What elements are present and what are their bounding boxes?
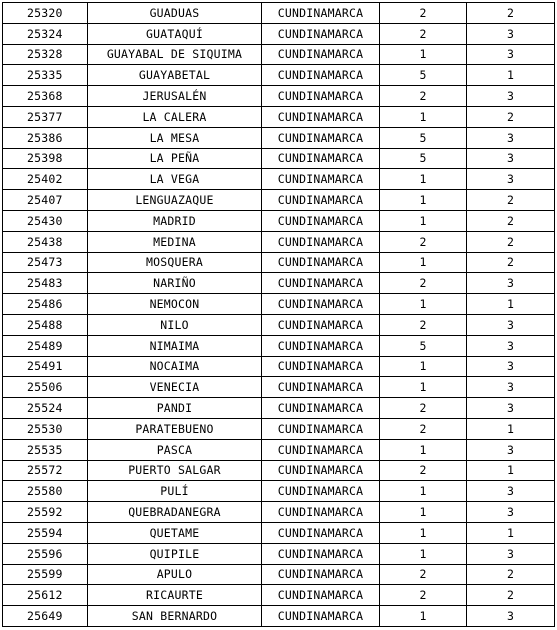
municipality-name-cell: LA MESA [88, 127, 262, 148]
value-b-cell: 1 [467, 460, 555, 481]
department-cell: CUNDINAMARCA [262, 65, 380, 86]
municipality-name-cell: LA VEGA [88, 169, 262, 190]
municipality-name-cell: QUETAME [88, 522, 262, 543]
table-row [3, 398, 555, 419]
municipality-code-cell: 25524 [3, 398, 88, 419]
municipality-name-cell: LENGUAZAQUE [88, 190, 262, 211]
value-a-cell: 1 [380, 377, 467, 398]
municipality-name-cell: MADRID [88, 210, 262, 231]
value-b-cell: 3 [467, 335, 555, 356]
municipality-code-cell: 25489 [3, 335, 88, 356]
table-row [3, 335, 555, 356]
department-cell: CUNDINAMARCA [262, 44, 380, 65]
municipality-name-cell: RICAURTE [88, 585, 262, 606]
table-row [3, 439, 555, 460]
table-row [3, 377, 555, 398]
table-row [3, 231, 555, 252]
value-a-cell: 1 [380, 190, 467, 211]
value-a-cell: 2 [380, 585, 467, 606]
department-cell: CUNDINAMARCA [262, 522, 380, 543]
value-b-cell: 2 [467, 252, 555, 273]
value-b-cell: 2 [467, 564, 555, 585]
value-a-cell: 2 [380, 314, 467, 335]
department-cell: CUNDINAMARCA [262, 418, 380, 439]
table-row [3, 564, 555, 585]
municipality-name-cell: PUERTO SALGAR [88, 460, 262, 481]
municipality-code-cell: 25596 [3, 543, 88, 564]
department-cell: CUNDINAMARCA [262, 377, 380, 398]
department-cell: CUNDINAMARCA [262, 439, 380, 460]
value-b-cell: 3 [467, 23, 555, 44]
municipality-name-cell: GUADUAS [88, 3, 262, 24]
value-b-cell: 2 [467, 585, 555, 606]
department-cell: CUNDINAMARCA [262, 148, 380, 169]
municipality-code-cell: 25580 [3, 481, 88, 502]
municipality-code-cell: 25572 [3, 460, 88, 481]
municipality-name-cell: PANDI [88, 398, 262, 419]
municipality-code-cell: 25535 [3, 439, 88, 460]
department-cell: CUNDINAMARCA [262, 3, 380, 24]
value-b-cell: 1 [467, 294, 555, 315]
department-cell: CUNDINAMARCA [262, 86, 380, 107]
value-b-cell: 3 [467, 314, 555, 335]
municipality-name-cell: SAN BERNARDO [88, 606, 262, 627]
department-cell: CUNDINAMARCA [262, 273, 380, 294]
table-row [3, 502, 555, 523]
value-a-cell: 5 [380, 335, 467, 356]
municipality-code-cell: 25491 [3, 356, 88, 377]
table-row [3, 314, 555, 335]
municipality-name-cell: JERUSALÉN [88, 86, 262, 107]
table-row [3, 44, 555, 65]
value-a-cell: 1 [380, 106, 467, 127]
value-b-cell: 3 [467, 543, 555, 564]
table-row [3, 522, 555, 543]
municipality-name-cell: NILO [88, 314, 262, 335]
value-b-cell: 1 [467, 418, 555, 439]
value-b-cell: 2 [467, 210, 555, 231]
value-b-cell: 2 [467, 231, 555, 252]
value-b-cell: 3 [467, 44, 555, 65]
municipality-code-cell: 25335 [3, 65, 88, 86]
municipality-code-cell: 25398 [3, 148, 88, 169]
municipality-code-cell: 25530 [3, 418, 88, 439]
value-a-cell: 5 [380, 65, 467, 86]
table-row [3, 169, 555, 190]
municipality-name-cell: NARIÑO [88, 273, 262, 294]
municipality-code-cell: 25486 [3, 294, 88, 315]
value-a-cell: 2 [380, 86, 467, 107]
value-b-cell: 3 [467, 273, 555, 294]
municipality-code-cell: 25483 [3, 273, 88, 294]
value-b-cell: 3 [467, 377, 555, 398]
department-cell: CUNDINAMARCA [262, 606, 380, 627]
value-a-cell: 1 [380, 543, 467, 564]
municipality-code-cell: 25320 [3, 3, 88, 24]
table-row [3, 210, 555, 231]
municipality-name-cell: PARATEBUENO [88, 418, 262, 439]
value-b-cell: 3 [467, 502, 555, 523]
municipality-name-cell: QUEBRADANEGRA [88, 502, 262, 523]
municipality-name-cell: GUAYABAL DE SIQUIMA [88, 44, 262, 65]
value-a-cell: 2 [380, 398, 467, 419]
table-row [3, 106, 555, 127]
municipality-code-cell: 25649 [3, 606, 88, 627]
table-row [3, 86, 555, 107]
municipality-code-cell: 25612 [3, 585, 88, 606]
value-a-cell: 1 [380, 439, 467, 460]
value-a-cell: 5 [380, 148, 467, 169]
department-cell: CUNDINAMARCA [262, 23, 380, 44]
municipality-code-cell: 25594 [3, 522, 88, 543]
department-cell: CUNDINAMARCA [262, 231, 380, 252]
value-a-cell: 1 [380, 606, 467, 627]
table-row [3, 190, 555, 211]
table-row [3, 65, 555, 86]
municipality-name-cell: PASCA [88, 439, 262, 460]
department-cell: CUNDINAMARCA [262, 585, 380, 606]
value-a-cell: 5 [380, 127, 467, 148]
department-cell: CUNDINAMARCA [262, 460, 380, 481]
table-row [3, 418, 555, 439]
municipality-name-cell: GUATAQUÍ [88, 23, 262, 44]
value-a-cell: 2 [380, 564, 467, 585]
municipality-code-cell: 25473 [3, 252, 88, 273]
municipality-code-cell: 25592 [3, 502, 88, 523]
table-row [3, 460, 555, 481]
value-a-cell: 1 [380, 210, 467, 231]
department-cell: CUNDINAMARCA [262, 294, 380, 315]
municipality-code-cell: 25438 [3, 231, 88, 252]
municipality-name-cell: VENECIA [88, 377, 262, 398]
value-b-cell: 1 [467, 65, 555, 86]
department-cell: CUNDINAMARCA [262, 106, 380, 127]
municipality-code-cell: 25368 [3, 86, 88, 107]
table-row [3, 585, 555, 606]
department-cell: CUNDINAMARCA [262, 169, 380, 190]
municipality-name-cell: NIMAIMA [88, 335, 262, 356]
table-row [3, 3, 555, 24]
value-b-cell: 3 [467, 481, 555, 502]
municipality-name-cell: MOSQUERA [88, 252, 262, 273]
value-b-cell: 3 [467, 439, 555, 460]
table-row [3, 127, 555, 148]
department-cell: CUNDINAMARCA [262, 543, 380, 564]
value-b-cell: 3 [467, 606, 555, 627]
value-a-cell: 1 [380, 502, 467, 523]
value-a-cell: 1 [380, 252, 467, 273]
municipality-code-cell: 25386 [3, 127, 88, 148]
department-cell: CUNDINAMARCA [262, 190, 380, 211]
municipality-name-cell: QUIPILE [88, 543, 262, 564]
table-body [3, 3, 555, 627]
value-b-cell: 3 [467, 398, 555, 419]
value-a-cell: 2 [380, 460, 467, 481]
municipality-name-cell: APULO [88, 564, 262, 585]
municipality-code-cell: 25407 [3, 190, 88, 211]
municipality-code-cell: 25430 [3, 210, 88, 231]
value-b-cell: 3 [467, 127, 555, 148]
value-b-cell: 3 [467, 86, 555, 107]
value-b-cell: 2 [467, 3, 555, 24]
table-row [3, 356, 555, 377]
table-row [3, 148, 555, 169]
value-a-cell: 2 [380, 3, 467, 24]
value-a-cell: 1 [380, 169, 467, 190]
value-a-cell: 1 [380, 356, 467, 377]
table-row [3, 606, 555, 627]
municipality-table [2, 2, 555, 627]
municipality-name-cell: MEDINA [88, 231, 262, 252]
value-a-cell: 1 [380, 481, 467, 502]
municipality-name-cell: NOCAIMA [88, 356, 262, 377]
table-row [3, 543, 555, 564]
municipality-name-cell: PULÍ [88, 481, 262, 502]
municipality-code-cell: 25599 [3, 564, 88, 585]
municipality-name-cell: NEMOCON [88, 294, 262, 315]
municipality-code-cell: 25488 [3, 314, 88, 335]
value-a-cell: 1 [380, 294, 467, 315]
municipality-code-cell: 25402 [3, 169, 88, 190]
department-cell: CUNDINAMARCA [262, 398, 380, 419]
table-row [3, 294, 555, 315]
municipality-code-cell: 25328 [3, 44, 88, 65]
department-cell: CUNDINAMARCA [262, 564, 380, 585]
department-cell: CUNDINAMARCA [262, 502, 380, 523]
municipality-name-cell: GUAYABETAL [88, 65, 262, 86]
department-cell: CUNDINAMARCA [262, 127, 380, 148]
municipality-name-cell: LA PEÑA [88, 148, 262, 169]
department-cell: CUNDINAMARCA [262, 356, 380, 377]
value-b-cell: 1 [467, 522, 555, 543]
value-b-cell: 3 [467, 148, 555, 169]
municipality-code-cell: 25324 [3, 23, 88, 44]
value-a-cell: 1 [380, 522, 467, 543]
municipality-name-cell: LA CALERA [88, 106, 262, 127]
value-a-cell: 1 [380, 44, 467, 65]
value-a-cell: 2 [380, 231, 467, 252]
department-cell: CUNDINAMARCA [262, 210, 380, 231]
table-row [3, 252, 555, 273]
municipality-code-cell: 25506 [3, 377, 88, 398]
department-cell: CUNDINAMARCA [262, 252, 380, 273]
value-a-cell: 2 [380, 418, 467, 439]
value-b-cell: 2 [467, 190, 555, 211]
municipality-code-cell: 25377 [3, 106, 88, 127]
department-cell: CUNDINAMARCA [262, 481, 380, 502]
value-b-cell: 3 [467, 169, 555, 190]
table-row [3, 481, 555, 502]
value-a-cell: 2 [380, 23, 467, 44]
value-b-cell: 2 [467, 106, 555, 127]
value-a-cell: 2 [380, 273, 467, 294]
department-cell: CUNDINAMARCA [262, 335, 380, 356]
table-row [3, 273, 555, 294]
department-cell: CUNDINAMARCA [262, 314, 380, 335]
table-row [3, 23, 555, 44]
value-b-cell: 3 [467, 356, 555, 377]
